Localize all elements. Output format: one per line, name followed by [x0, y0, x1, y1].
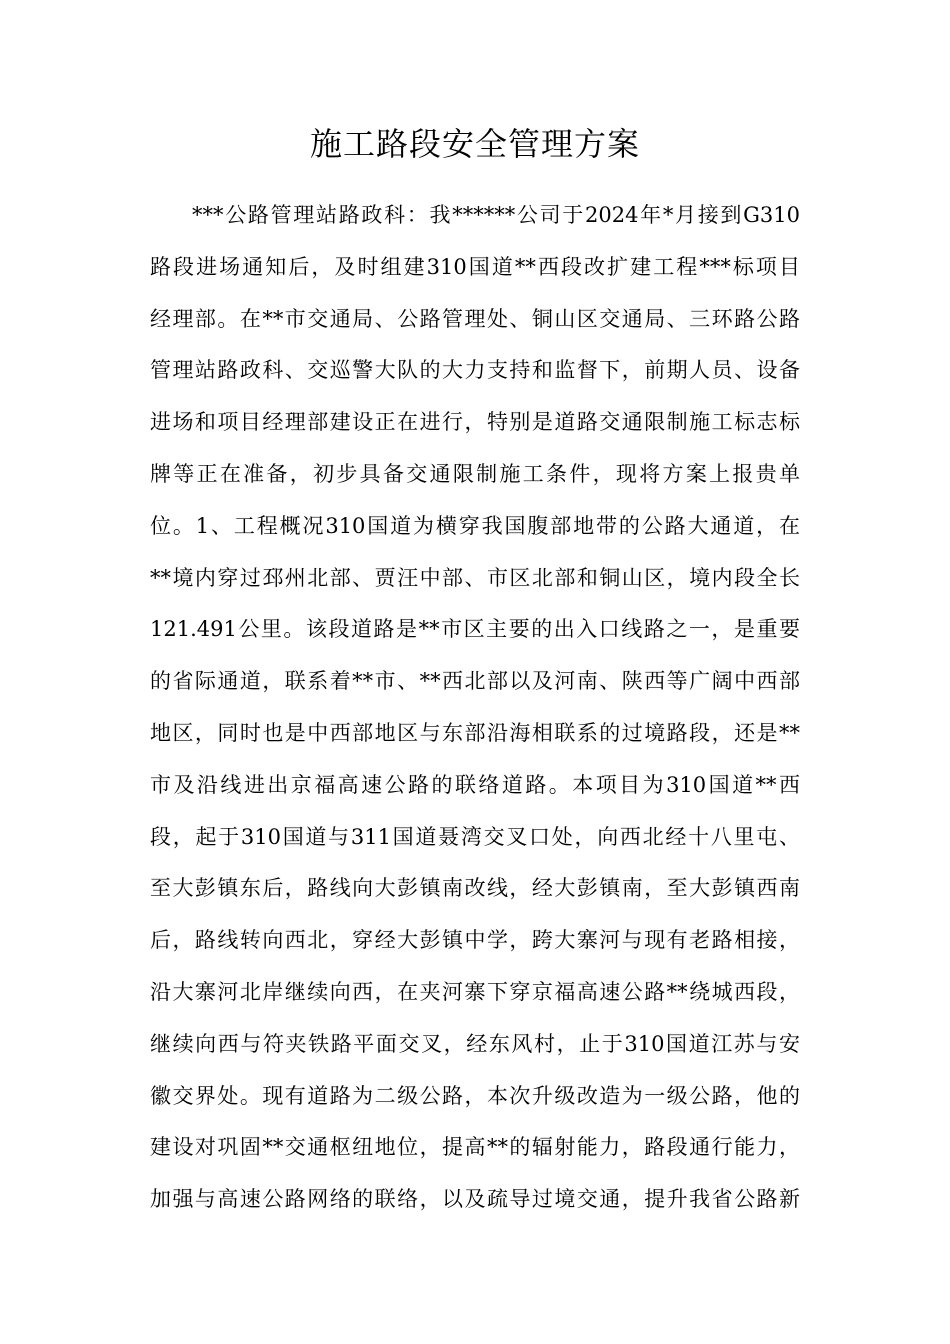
text-line: 进场和项目经理部建设正在进行，特别是道路交通限制施工标志标	[150, 410, 800, 435]
text-line: 的省际通道，联系着**市、**西北部以及河南、陕西等广阔中西部	[150, 669, 800, 694]
text-line: **境内穿过邳州北部、贾汪中部、市区北部和铜山区，境内段全长	[150, 565, 800, 590]
text-line: 继续向西与符夹铁路平面交叉，经东风村，止于310国道江苏与安	[150, 1031, 800, 1056]
text-line: 徽交界处。现有道路为二级公路，本次升级改造为一级公路，他的	[150, 1083, 800, 1108]
text-line: 沿大寨河北岸继续向西，在夹河寨下穿京福高速公路**绕城西段，	[150, 979, 800, 1004]
text-line: 地区，同时也是中西部地区与东部沿海相联系的过境路段，还是**	[150, 720, 800, 745]
text-line: 市及沿线进出京福高速公路的联络道路。本项目为310国道**西	[150, 772, 800, 797]
text-line: 牌等正在准备，初步具备交通限制施工条件，现将方案上报贵单	[150, 461, 800, 486]
text-line: ***公路管理站路政科：我******公司于2024年*月接到G310	[192, 203, 800, 227]
text-line: 段，起于310国道与311国道聂湾交叉口处，向西北经十八里屯、	[150, 824, 800, 849]
text-line: 管理站路政科、交巡警大队的大力支持和监督下，前期人员、设备	[150, 358, 800, 383]
text-line: 路段进场通知后，及时组建310国道**西段改扩建工程***标项目	[150, 254, 800, 279]
document-title: 施工路段安全管理方案	[309, 125, 640, 163]
text-line: 经理部。在**市交通局、公路管理处、铜山区交通局、三环路公路	[150, 306, 800, 331]
text-line: 后，路线转向西北，穿经大彭镇中学，跨大寨河与现有老路相接，	[150, 928, 800, 953]
text-line: 121.491公里。该段道路是**市区主要的出入口线路之一，是重要	[150, 617, 800, 642]
text-line: 位。1、工程概况310国道为横穿我国腹部地带的公路大通道，在	[150, 513, 800, 538]
text-line: 加强与高速公路网络的联络，以及疏导过境交通，提升我省公路新	[150, 1187, 800, 1212]
body-paragraph	[150, 190, 800, 1226]
text-line: 建设对巩固**交通枢纽地位，提高**的辐射能力，路段通行能力，	[150, 1135, 800, 1160]
text-line: 至大彭镇东后，路线向大彭镇南改线，经大彭镇南，至大彭镇西南	[150, 876, 800, 901]
